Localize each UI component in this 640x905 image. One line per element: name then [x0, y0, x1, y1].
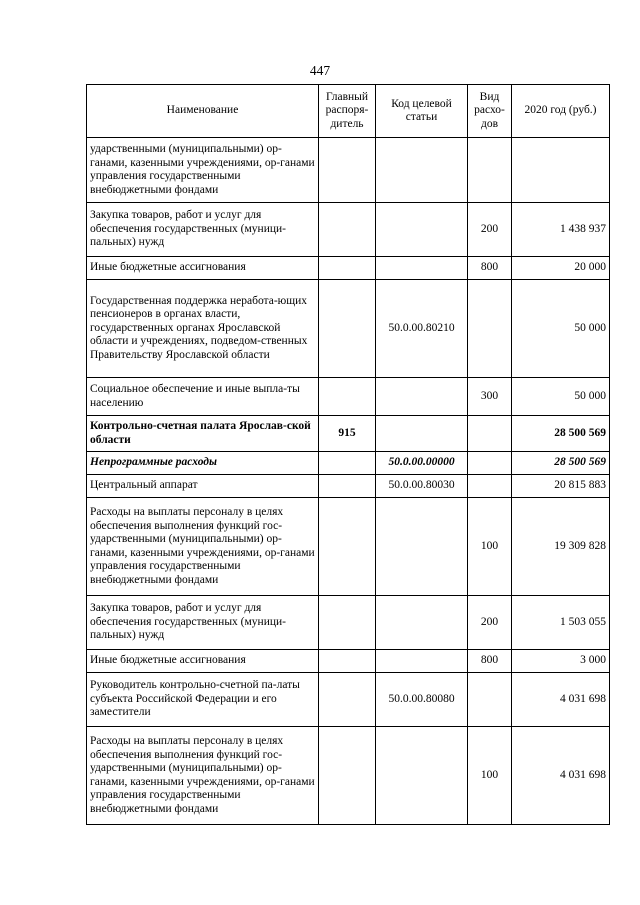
row-admin [319, 378, 376, 416]
row-admin [319, 727, 376, 825]
table-row [87, 596, 610, 650]
row-name: Непрограммные расходы [87, 452, 319, 475]
row-admin [319, 498, 376, 596]
row-type [468, 416, 512, 452]
row-amount: 3 000 [512, 650, 610, 673]
row-type: 100 [468, 498, 512, 596]
budget-table [86, 84, 610, 825]
row-type: 100 [468, 727, 512, 825]
row-admin [319, 673, 376, 727]
table-row [87, 475, 610, 498]
row-admin [319, 280, 376, 378]
row-code: 50.0.00.80030 [376, 475, 468, 498]
header-code: Код целевой статьи [376, 85, 468, 138]
row-amount: 4 031 698 [512, 673, 610, 727]
row-type [468, 452, 512, 475]
row-admin [319, 650, 376, 673]
row-code [376, 727, 468, 825]
row-code [376, 138, 468, 203]
row-name: Иные бюджетные ассигнования [87, 650, 319, 673]
table-row [87, 673, 610, 727]
row-type [468, 138, 512, 203]
row-admin [319, 475, 376, 498]
row-type [468, 673, 512, 727]
table-row [87, 203, 610, 257]
header-amount: 2020 год (руб.) [512, 85, 610, 138]
row-name: ударственными (муниципальными) ор-ганами, казенными учреждениями, ор-ганами управления государственными внебюджетными фондами [87, 138, 319, 203]
header-type: Вид расхо-дов [468, 85, 512, 138]
row-code: 50.0.00.00000 [376, 452, 468, 475]
row-type: 200 [468, 203, 512, 257]
row-name: Руководитель контрольно-счетной па-латы субъекта Российской Федерации и его заместители [87, 673, 319, 727]
row-code: 50.0.00.80080 [376, 673, 468, 727]
table-header-row [87, 85, 610, 138]
row-code [376, 596, 468, 650]
row-type [468, 475, 512, 498]
row-amount: 1 503 055 [512, 596, 610, 650]
row-amount: 50 000 [512, 280, 610, 378]
row-name: Социальное обеспечение и иные выпла-ты населению [87, 378, 319, 416]
table-row [87, 416, 610, 452]
header-name: Наименование [87, 85, 319, 138]
row-name: Закупка товаров, работ и услуг для обеспечения государственных (муници-пальных) нужд [87, 596, 319, 650]
row-type [468, 280, 512, 378]
row-admin [319, 138, 376, 203]
row-name: Закупка товаров, работ и услуг для обеспечения государственных (муници-пальных) нужд [87, 203, 319, 257]
table-row [87, 650, 610, 673]
table-row [87, 280, 610, 378]
row-amount: 1 438 937 [512, 203, 610, 257]
row-admin [319, 203, 376, 257]
row-name: Контрольно-счетная палата Ярослав-ской области [87, 416, 319, 452]
page-number: 447 [309, 63, 331, 78]
row-amount: 4 031 698 [512, 727, 610, 825]
row-type: 300 [468, 378, 512, 416]
row-name: Государственная поддержка неработа-ющих пенсионеров в органах власти, государственных органах Ярославской области и учреждениях, подведом-ственных Правительству Ярославской области [87, 280, 319, 378]
row-amount: 20 815 883 [512, 475, 610, 498]
row-admin [319, 596, 376, 650]
table-row [87, 498, 610, 596]
table-row [87, 138, 610, 203]
row-name: Расходы на выплаты персоналу в целях обеспечения выполнения функций гос-ударственными (муниципальными) ор-ганами, казенными учреждениями, ор-ганами управления государственными внебюджетными фондами [87, 727, 319, 825]
row-admin [319, 452, 376, 475]
table-row [87, 257, 610, 280]
row-name: Центральный аппарат [87, 475, 319, 498]
row-amount [512, 138, 610, 203]
table-row [87, 727, 610, 825]
row-amount: 20 000 [512, 257, 610, 280]
row-type: 800 [468, 650, 512, 673]
table-row [87, 452, 610, 475]
table-row [87, 378, 610, 416]
row-name: Расходы на выплаты персоналу в целях обеспечения выполнения функций гос-ударственными (муниципальными) ор-ганами, казенными учреждениями, ор-ганами управления государственными внебюджетными фондами [87, 498, 319, 596]
row-name: Иные бюджетные ассигнования [87, 257, 319, 280]
row-code [376, 257, 468, 280]
row-code [376, 650, 468, 673]
header-admin: Главный распоря-дитель [319, 85, 376, 138]
row-type: 200 [468, 596, 512, 650]
row-admin: 915 [319, 416, 376, 452]
row-code [376, 378, 468, 416]
row-amount: 28 500 569 [512, 416, 610, 452]
row-amount: 28 500 569 [512, 452, 610, 475]
row-admin [319, 257, 376, 280]
row-code [376, 498, 468, 596]
row-amount: 19 309 828 [512, 498, 610, 596]
row-code [376, 416, 468, 452]
row-amount: 50 000 [512, 378, 610, 416]
row-type: 800 [468, 257, 512, 280]
row-code [376, 203, 468, 257]
row-code: 50.0.00.80210 [376, 280, 468, 378]
